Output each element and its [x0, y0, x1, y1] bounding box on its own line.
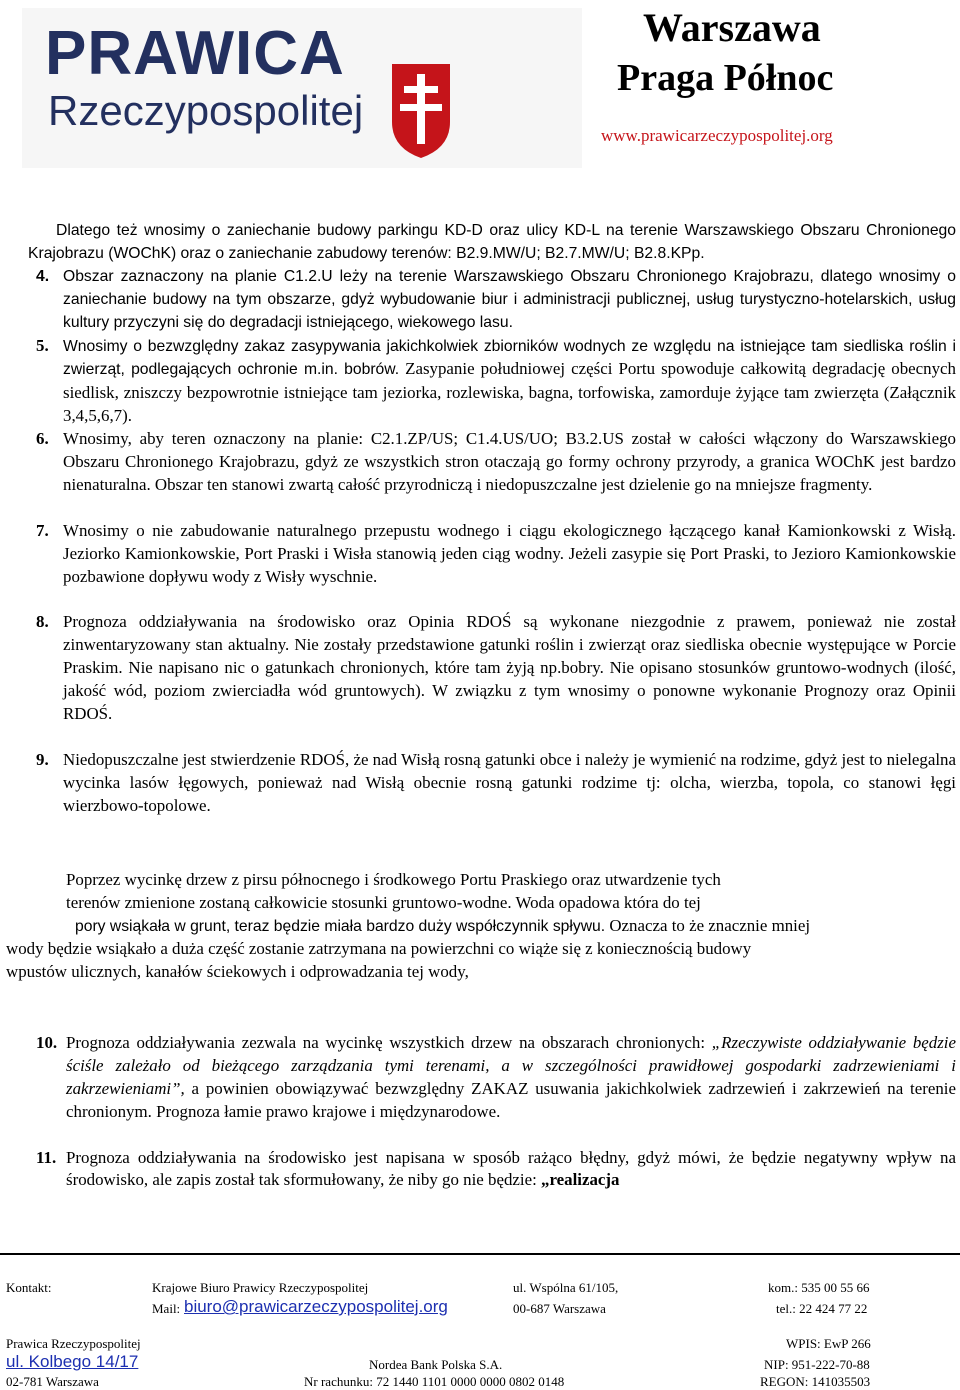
footer-bank: Nordea Bank Polska S.A. — [369, 1357, 503, 1372]
list-item-5 — [36, 335, 956, 429]
footer-mail-label: Mail: — [152, 1301, 181, 1316]
footer-city-code: 02-781 Warszawa — [6, 1374, 99, 1389]
header-city: Warszawa — [643, 5, 821, 50]
cross-shield-icon — [390, 62, 452, 160]
item9-cont-line5: wpustów ulicznych, kanałów ściekowych i odprowadzania tej wody, — [6, 962, 469, 981]
item-number: 11. — [36, 1147, 57, 1167]
header-district: Praga Północ — [617, 57, 834, 99]
item9-cont-line1: Poprzez wycinkę drzew z pirsu północnego i środkowego Portu Praskiego oraz utwardzenie tych — [66, 870, 721, 889]
footer-regon: REGON: 141035503 — [760, 1374, 871, 1389]
item-text: Niedopuszczalne jest stwierdzenie RDOŚ, że nad Wisłą rosną gatunki obce i należy je wymienić na rodzime, gdyż jest to nielegalna wycinka lasów łęgowych, ponieważ nad Wisłą obecnie rosną gatunki rodzime tj: olcha, wierzba, topola, co stanowi łęgi wierzbowo-topolowe. — [63, 749, 956, 815]
list-item-4 — [36, 266, 956, 335]
footer-email-link[interactable]: biuro@prawicarzeczypospolitej.org — [184, 1297, 448, 1316]
footer-account: Nr rachunku: 72 1440 1101 0000 0000 0802 0148 — [304, 1374, 565, 1389]
list-item-6 — [36, 428, 956, 497]
list-item-8 — [36, 611, 956, 726]
item-number: 8. — [36, 612, 49, 632]
footer-nip: NIP: 951-222-70-88 — [764, 1357, 870, 1372]
footer-mobile: kom.: 535 00 55 66 — [768, 1280, 870, 1295]
item-text: Prognoza oddziaływania na środowisko oraz Opinia RDOŚ są wykonane niezgodnie z prawem, ponieważ nie został zinwentaryzowany stan aktualny. Nie zostały przedstawione gatunki roślin i zwierząt oraz siedliska obecnie występujące w Porcie Praskim. Nie napisano nic o gatunkach chronionych, które tam żyją np.bobry. Nie opisano stosunków gruntowo-wodnych (ilość, jakość wód, poziom zwierciadła wód gruntowych). W związku z tym wnosimy o ponowne wykonanie Prognozy oraz Opinii RDOŚ. — [63, 612, 956, 723]
list-item-10: 10. Prognoza oddziaływania zezwala na wycinkę wszystkich drzew na obszarach chronionych: „Rzeczywiste oddziaływanie będzie ściśle zależało od bieżącego zarządzania tymi terenami, a w szczególności prawidłowej gospodarki zadrzewieniami i zakrzewieniami”, a powinien obowiązywać bezwzględny ZAKAZ usuwania jakichkolwiek zadrzewień i zakrzewień na terenie chronionym. Prognoza łamie prawo krajowe i międzynarodowe. — [36, 1032, 956, 1124]
item-text-b: Zasypanie południowej części Portu spowoduje całkowitą degradację obecnych siedlisk, zniszczy bezpowrotnie istniejące tam jeziorka, rozlewiska, bagna, torfowiska, zamorduje żyjące tam zwierzęta (Załącznik 3,4,5,6,7). — [63, 359, 956, 426]
item-text: Wnosimy o nie zabudowanie naturalnego przepustu wodnego i ciągu ekologicznego łączącego kanał Kamionkowski z Wisłą. Jeziorko Kamionkowskie, Port Praski i Wisła stanowią jeden ciąg wodny. Jeżeli zasypie się Port Praski, to Jezioro Kamionkowskie pozbawione dopływu wody z Wisły wyschnie. — [63, 520, 956, 586]
item-quote: „Rzeczywiste oddziaływanie będzie ściśle zależało od bieżącego zarządzania tymi terenami, a w szczególności prawidłowej gospodarki zadrzewieniami i zakrzewieniami”, — [66, 1033, 956, 1098]
item-text: Wnosimy, aby teren oznaczony na planie: C2.1.ZP/US; C1.4.US/UO; B3.2.US został w całości włączony do Warszawskiego Obszaru Chronionego Krajobrazu, gdyż ze wszystkich stron otaczają go formy ochrony przyrody, a granica WOChK jest bardzo nienaturalna. Obszar ten stanowi zwartą całość przyrodniczą i niedopuszczalne jest dzielenie go na mniejsze fragmenty. — [63, 429, 956, 494]
list-item-7 — [36, 520, 956, 589]
items-10-11 — [36, 1032, 956, 1192]
footer-address-link[interactable]: ul. Kolbego 14/17 — [6, 1352, 139, 1371]
item9-cont-line3: pory wsiąkała w grunt, teraz będzie miała bardzo duży współczynnik spływu. Oznacza to że znacznie mniej — [75, 916, 811, 935]
footer-phone: tel.: 22 424 77 22 — [776, 1301, 868, 1316]
website-link[interactable]: www.prawicarzeczypospolitej.org — [601, 126, 833, 145]
footer-office: Krajowe Biuro Prawicy Rzeczypospolitej — [152, 1280, 369, 1295]
list-item-9 — [36, 749, 956, 818]
document-body — [28, 220, 956, 818]
item-number: 6. — [36, 429, 49, 449]
footer-org: Prawica Rzeczypospolitej — [6, 1336, 141, 1351]
item-text-a: Wnosimy o bezwzględny zakaz zasypywania jakichkolwiek zbiorników wodnych ze względu na istniejące tam siedliska roślin i zwierząt, podlegających ochronie m.in. bobrów. — [63, 337, 956, 379]
item9-cont-line2: terenów zmienione zostaną całkowicie stosunki gruntowo-wodne. Woda opadowa która do tej — [66, 893, 701, 912]
item-number: 10. — [36, 1033, 58, 1052]
footer-postal: 00-687 Warszawa — [513, 1301, 606, 1316]
footer-wpis: WPIS: EwP 266 — [786, 1336, 871, 1351]
item-text: Obszar zaznaczony na planie C1.2.U leży na terenie Warszawskiego Obszaru Chronionego Krajobrazu, dlatego wnosimy o zaniechanie budowy na tym obszarze, gdyż wybudowanie biur i administracji publicznej, usług turystyczno-hotelarskich, usług kultury przyczyni się do degradacji istniejącego, wiekowego lasu. — [63, 267, 956, 331]
item-number: 5. — [36, 335, 49, 355]
list-item-11: 11. Prognoza oddziaływania na środowisko jest napisana w sposób rażąco błędny, gdyż mówi, że będzie negatywny wpływ na środowisko, ale zapis został tak sformułowany, że niby go nie będzie: „realizacja — [36, 1147, 956, 1193]
item9-cont-line4: wody będzie wsiąkało a duża część zostanie zatrzymana na powierzchni co wiąże się z koniecznością budowy — [6, 939, 752, 958]
footer-divider — [0, 1253, 960, 1255]
item-number: 9. — [36, 749, 49, 769]
intro-paragraph: Dlatego też wnosimy o zaniechanie budowy parkingu KD-D oraz ulicy KD-L na terenie Warszawskiego Obszaru Chronionego Krajobrazu (WOChK) oraz o zaniechanie zabudowy terenów: B2.9.MW/U; B2.7.MW/U; B2.8.KPp. — [28, 222, 956, 262]
logo-title: PRAWICA — [45, 19, 345, 88]
footer-street: ul. Wspólna 61/105, — [513, 1280, 619, 1295]
item-number: 7. — [36, 520, 49, 540]
logo-subtitle: Rzeczypospolitej — [48, 87, 364, 134]
item-number: 4. — [36, 267, 50, 285]
footer-contact-label: Kontakt: — [6, 1280, 52, 1295]
